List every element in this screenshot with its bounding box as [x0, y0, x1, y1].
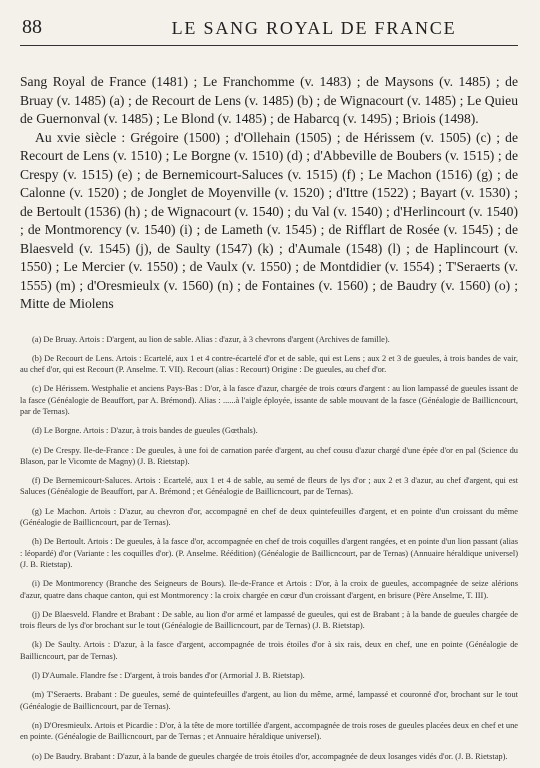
main-text	[20, 73, 518, 314]
running-title: LE SANG ROYAL DE FRANCE	[171, 18, 457, 38]
footnote-i: (i) De Montmorency (Branche des Seigneurs de Bours). Ile-de-France et Artois : D'or, à la croix de gueules, accompagnée de seize alérions d'azur, quatre dans chaque canton, qui est Montmorency : la croix chargée en cœur d'un croissant d'argent, en brisure (Père Anselme, T. III).	[20, 579, 518, 600]
footnote-e: (e) De Crespy. Ile-de-France : De gueules, à une foi de carnation parée d'argent, au chef cousu d'azur chargé d'une épée d'or en pal (Science du Blason, par le Vicomte de Magny) (J. B. Rietstap).	[20, 445, 518, 466]
main-paragraph-2: Au xvie siècle : Grégoire (1500) ; d'Ollehain (1505) ; de Hérissem (v. 1505) (c) ; de Recourt de Lens (v. 1510) ; Le Borgne (v. 1510) (d) ; d'Abbeville de Boubers (v. 1515) ; de Crespy (v. 1515) (e) ; de Bernemicourt-Saluces (v. 1515) (f) ; Le Machon (1516) (g) ; de Calonne (v. 1520) ; de Jonglet de Moyenville (v. 1520) ; d'Ittre (1522) ; Bayart (v. 1530) ; de Bertoult (1536) (h) ; de Wignacourt (v. 1540) ; du Val (v. 1540) ; d'Herlincourt (v. 1540) ; de Montmorency (v. 1540) (i) ; de Lameth (v. 1545) ; de Rifflart de Rosée (v. 1545) ; de Blaesveld (v. 1545) (j), de Saulty (1547) (k) ; d'Aumale (1548) (l) ; de Haplincourt (v. 1550) ; Le Mercier (v. 1550) ; de Vaulx (v. 1550) ; de Montdidier (v. 1554) ; T'Seraerts (v. 1555) (m) ; d'Oresmieulx (v. 1560) (n) ; de Fontaines (v. 1560) ; de Baudry (v. 1560) (o) ; Mitte de Miolens	[20, 129, 518, 311]
footnote-f: (f) De Bernemicourt-Saluces. Artois : Ecartelé, aux 1 et 4 de sable, au semé de fleurs de lys d'or ; aux 2 et 3 d'azur, au chef d'argent, qui est Saluces (Généalogie de Beauffort, par A. Brémond ; et Généalogie de Baillicncourt, par de Ternas).	[20, 476, 518, 497]
footnote-n: (n) D'Oresmieulx. Artois et Picardie : D'or, à la tête de more tortillée d'argent, accompagnée de trois roses de gueules placées deux en chef et une en pointe. (Généalogie de Baillicncourt, par de Ternas ; et Annuaire héraldique universel).	[20, 720, 518, 742]
footnote-c: (c) De Hérissem. Westphalie et anciens Pays-Bas : D'or, à la fasce d'azur, chargée de trois cœurs d'argent : au lion lampassé de gueules issant de la fasce (Généalogie de Beauffort, par A. Brémond). Alias : ......à l'aigle éployée, issante de sable mouvant de la fasce (Généalogie de Baillicncourt, par de Ternas).	[20, 384, 518, 416]
footnote-o: (o) De Baudry. Brabant : D'azur, à la bande de gueules chargée de trois étoiles d'or, accompagnée de deux losanges vidés d'or. (J. B. Rietstap).	[32, 751, 508, 761]
page-header	[20, 10, 518, 40]
footnote-d: (d) Le Borgne. Artois : D'azur, à trois bandes de gueules (Gœthals).	[32, 426, 258, 436]
footnote-b: (b) De Recourt de Lens. Artois : Ecartelé, aux 1 et 4 contre-écartelé d'or et de sable, qui est Lens ; aux 2 et 3 de gueules, à trois bandes de vair, au chef d'or, qui est Recourt (P. Anselme. T. VII). Recourt (alias : Recourt) Origine : De gueules, au chef d'or.	[20, 353, 518, 375]
footnote-j: (j) De Blaesveld. Flandre et Brabant : De sable, au lion d'or armé et lampassé de gueules, qui est de Brabant ; à la bande de gueules chargée de trois fleurs de lys d'or brochant sur le tout (Généalogie de Baillicncourt, par de Ternas) (J. B. Rietstap).	[20, 609, 518, 631]
footnote-g: (g) Le Machon. Artois : D'azur, au chevron d'or, accompagné en chef de deux quintefeuilles d'argent, et en pointe d'un croissant du même (Généalogie de Baillicncourt, par de Ternas).	[20, 506, 518, 528]
footnote-a: (a) De Bruay. Artois : D'argent, au lion de sable. Alias : d'azur, à 3 chevrons d'argent (Archives de famille).	[32, 334, 390, 344]
main-paragraph-1: Sang Royal de France (1481) ; Le Franchomme (v. 1483) ; de Maysons (v. 1485) ; de Bruay (v. 1485) (a) ; de Recourt de Lens (v. 1485) (b) ; de Wignacourt (v. 1485) ; Le Quieu de Guernonval (v. 1485) ; Le Blond (v. 1485) ; de Habarcq (v. 1495) ; Briois (1498).	[20, 74, 518, 126]
footnote-k: (k) De Saulty. Artois : D'azur, à la fasce d'argent, accompagnée de trois étoiles d'or à six rais, deux en chef, une en pointe (Généalogie de Baillicncourt, par de Ternas).	[20, 640, 518, 661]
footnote-m: (m) T'Seraerts. Brabant : De gueules, semé de quintefeuilles d'argent, au lion du même, armé, lampassé et couronné d'or, brochant sur le tout (Généalogie de Baillicncourt, par de Ternas).	[20, 690, 518, 711]
footnote-h: (h) De Bertoult. Artois : De gueules, à la fasce d'or, accompagnée en chef de trois coquilles d'argent rangées, et en pointe d'un lion passant (alias : léopardé) d'or (Variante : les coquilles d'or). (P. Anselme. Réédition) (Généalogie de Baillicncourt, par de Ternas) (Annuaire héraldique universel) (J. B. Rietstap).	[20, 537, 518, 569]
footnotes	[20, 334, 518, 762]
footnote-l: (l) D'Aumale. Flandre fse : D'argent, à trois bandes d'or (Armorial J. B. Rietstap).	[32, 671, 305, 681]
header-rule	[20, 45, 518, 46]
page-number: 88	[22, 16, 42, 38]
